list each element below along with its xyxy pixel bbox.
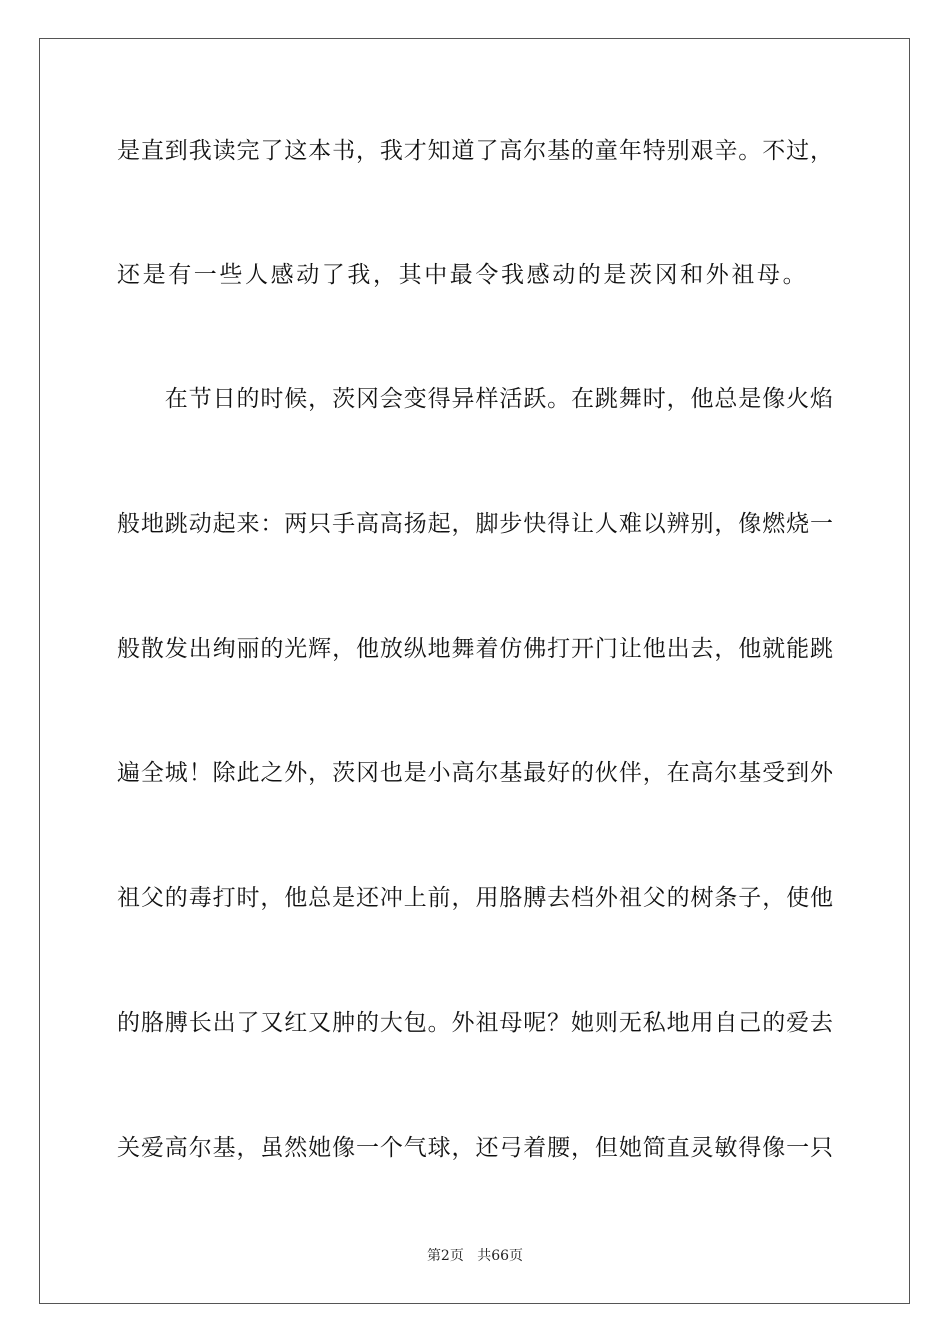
body-text-line: 遍全城！除此之外，茨冈也是小高尔基最好的伙伴，在高尔基受到外 xyxy=(117,760,833,786)
body-text-line: 祖父的毒打时，他总是还冲上前，用胳膊去档外祖父的树条子，使他 xyxy=(117,885,833,911)
body-text-line: 的胳膊长出了又红又肿的大包。外祖母呢？她则无私地用自己的爱去 xyxy=(117,1010,833,1036)
page-border xyxy=(39,38,910,1304)
body-text-line: 在节日的时候，茨冈会变得异样活跃。在跳舞时，他总是像火焰 xyxy=(117,386,833,412)
body-text-line: 般地跳动起来：两只手高高扬起，脚步快得让人难以辨别，像燃烧一 xyxy=(117,511,833,537)
body-text-line: 还是有一些人感动了我，其中最令我感动的是茨冈和外祖母。 xyxy=(117,262,809,288)
body-text-line: 是直到我读完了这本书，我才知道了高尔基的童年特别艰辛。不过， xyxy=(117,138,833,164)
page-number: 第2页 xyxy=(426,1248,464,1264)
total-pages: 共66页 xyxy=(477,1248,524,1264)
page-footer xyxy=(0,1247,950,1265)
body-text-line: 般散发出绚丽的光辉，他放纵地舞着仿佛打开门让他出去，他就能跳 xyxy=(117,636,833,662)
body-text-line: 关爱高尔基，虽然她像一个气球，还弓着腰，但她简直灵敏得像一只 xyxy=(117,1135,833,1161)
